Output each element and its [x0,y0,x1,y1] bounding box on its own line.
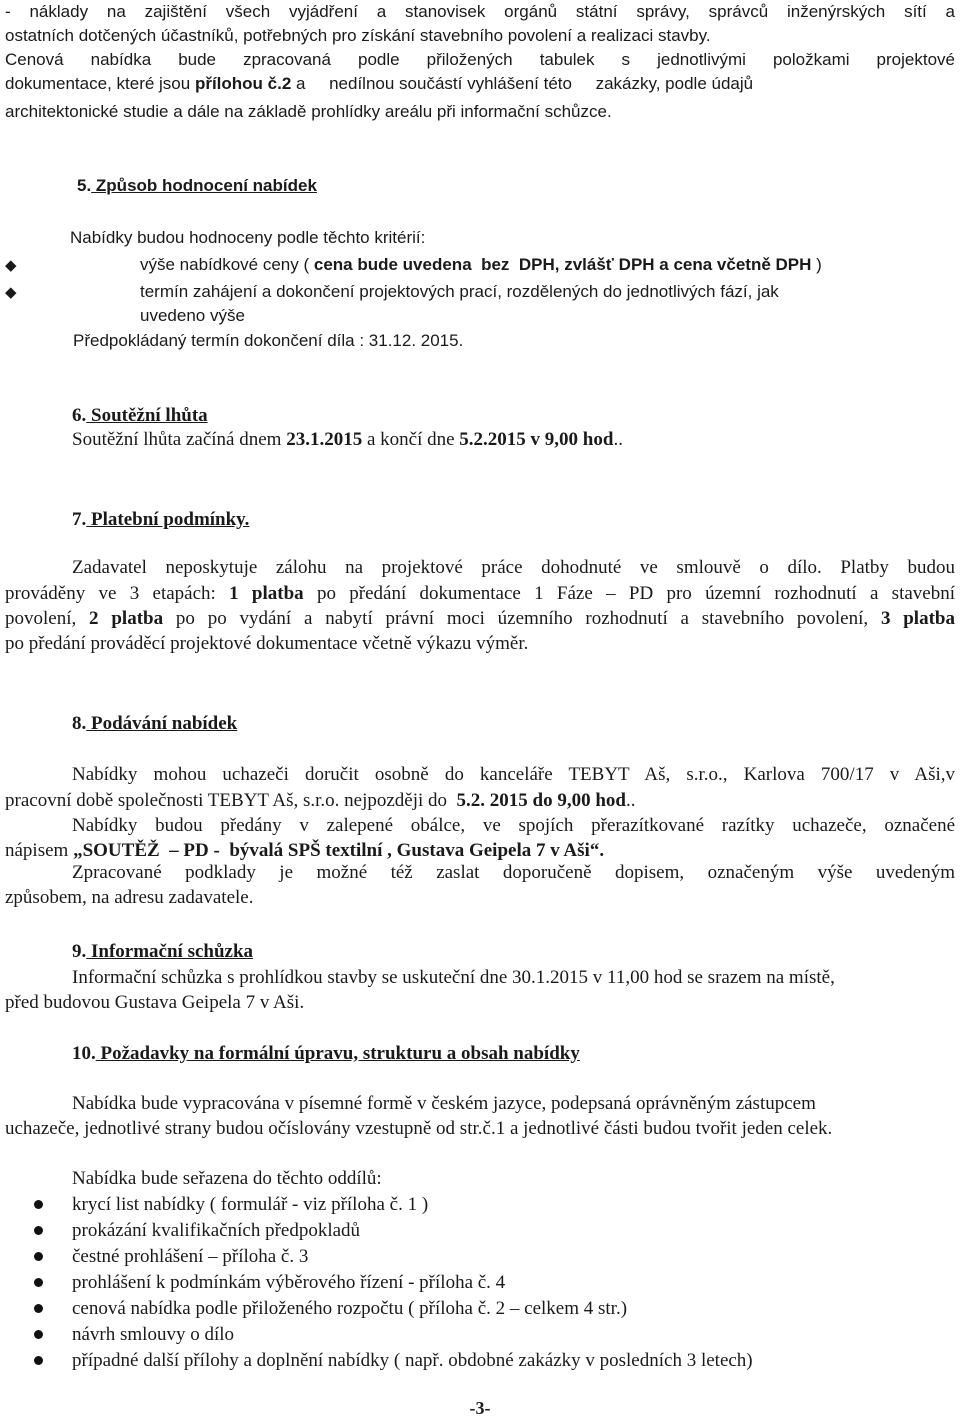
section-6-text: Soutěžní lhůta začíná dnem 23.1.2015 a končí dne 5.2.2015 v 9,00 hod.. [72,429,623,450]
list-item: prokázání kvalifikačních předpokladů [72,1220,361,1241]
section-8-line-5: Zpracované podklady je možné též zaslat doporučeně dopisem, označeným výše uvedeným [72,862,955,883]
intro-line-4: dokumentace, které jsou přílohou č.2 a nedílnou součástí vyhlášení této zakázky, podle údajů [5,74,754,93]
criterion-price: výše nabídkové ceny ( cena bude uvedena bez DPH, zvlášť DPH a cena včetně DPH ) [140,255,822,274]
diamond-bullet-icon: ◆ [5,256,17,274]
list-item: cenová nabídka podle přiloženého rozpočtu ( příloha č. 2 – celkem 4 str.) [72,1298,628,1319]
intro-line-5: architektonické studie a dále na základě prohlídky areálu při informační schůzce. [5,102,612,121]
section-7-line-3: povolení, 2 platba po po vydání a nabytí právní moci územního rozhodnutí a stavebního povolení, 3 platba [5,608,955,629]
list-item: čestné prohlášení – příloha č. 3 [72,1246,309,1267]
section-9-line-1: Informační schůzka s prohlídkou stavby se uskuteční dne 30.1.2015 v 11,00 hod se srazem na místě, [72,967,835,988]
criterion-schedule-line-1: termín zahájení a dokončení projektových prací, rozdělených do jednotlivých fází, jak [140,282,779,301]
list-item: prohlášení k podmínkám výběrového řízení - příloha č. 4 [72,1272,506,1293]
section-8-line-3: Nabídky budou předány v zalepené obálce, ve spojích přerazítkované razítky uchazeče, označené [72,815,955,836]
section-5-heading: 5. Způsob hodnocení nabídek [77,176,317,195]
section-7-line-4: po předání prováděcí projektové dokumentace včetně výkazu výměr. [5,633,529,654]
section-7-line-1: Zadavatel neposkytuje zálohu na projektové práce dohodnuté ve smlouvě o dílo. Platby budou [72,557,955,578]
section-8-line-2: pracovní době společnosti TEBYT Aš, s.r.o. nejpozději do 5.2. 2015 do 9,00 hod.. [5,790,636,811]
intro-line-2: ostatních dotčených účastníků, potřebných pro získání stavebního povolení a realizaci stavby. [5,26,711,45]
list-item: krycí list nabídky ( formulář - viz příloha č. 1 ) [72,1194,429,1215]
section-8-line-6: způsobem, na adresu zadavatele. [5,887,254,908]
planned-deadline: Předpokládaný termín dokončení díla : 31.12. 2015. [73,331,464,350]
section-8-heading: 8. Podávání nabídek [72,713,238,734]
section-10-line-2: uchazeče, jednotlivé strany budou očíslovány vzestupně od str.č.1 a jednotlivé části budou tvořit jeden celek. [5,1118,833,1139]
section-7-heading: 7. Platební podmínky. [72,509,250,530]
list-item: návrh smlouvy o dílo [72,1324,235,1345]
section-10-sections-intro: Nabídka bude seřazena do těchto oddílů: [72,1168,382,1189]
page-number: -3- [469,1398,491,1418]
criterion-schedule-line-2: uvedeno výše [140,306,245,325]
round-bullet-icon [34,1330,43,1339]
round-bullet-icon [34,1200,43,1209]
section-8-line-4: nápisem „SOUTĚŽ – PD - bývalá SPŠ textilní , Gustava Geipela 7 v Aši“. [5,840,605,861]
section-8-line-1: Nabídky mohou uchazeči doručit osobně do kanceláře TEBYT Aš, s.r.o., Karlova 700/17 v Aši,v [72,764,955,785]
section-9-line-2: před budovou Gustava Geipela 7 v Aši. [5,992,305,1013]
list-item: případné další přílohy a doplnění nabídky ( např. obdobné zakázky v posledních 3 letech) [72,1350,753,1371]
round-bullet-icon [34,1304,43,1313]
diamond-bullet-icon: ◆ [5,283,17,301]
section-9-heading: 9. Informační schůzka [72,941,254,962]
round-bullet-icon [34,1252,43,1261]
section-7-line-2: prováděny ve 3 etapách: 1 platba po předání dokumentace 1 Fáze – PD pro územní rozhodnutí a stavební [5,583,955,604]
round-bullet-icon [34,1356,43,1365]
intro-line-1: - náklady na zajištění všech vyjádření a stanovisek orgánů státní správy, správců inženýrských sítí a [5,2,955,21]
round-bullet-icon [34,1278,43,1287]
section-10-line-1: Nabídka bude vypracována v písemné formě v českém jazyce, podepsaná oprávněným zástupcem [72,1093,816,1114]
intro-line-3: Cenová nabídka bude zpracovaná podle přiložených tabulek s jednotlivými položkami projektové [5,50,955,69]
section-10-heading: 10. Požadavky na formální úpravu, strukturu a obsah nabídky [72,1043,580,1064]
section-6-heading: 6. Soutěžní lhůta [72,405,208,426]
round-bullet-icon [34,1226,43,1235]
section-5-intro: Nabídky budou hodnoceny podle těchto kritérií: [70,228,426,247]
